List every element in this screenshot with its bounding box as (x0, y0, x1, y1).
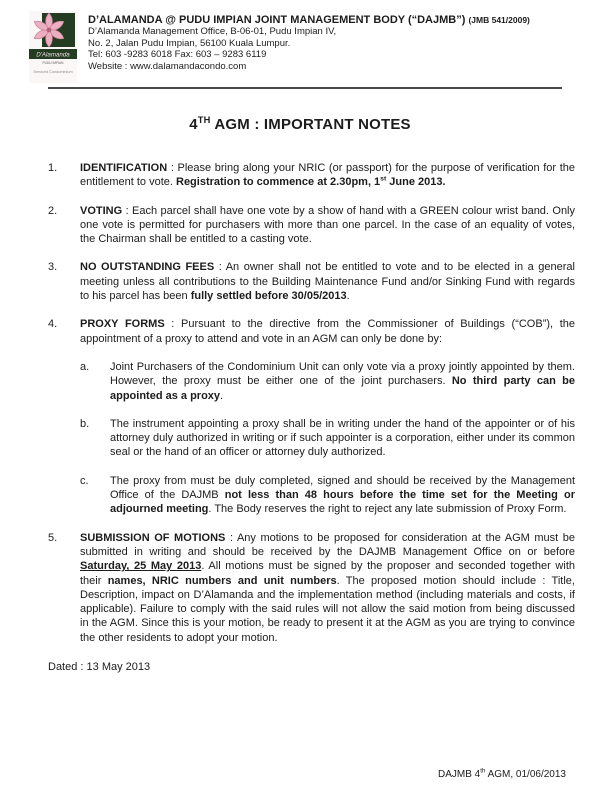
sub-item-letter: b. (80, 417, 90, 430)
logo-subtitle-text: PUDU IMPIAN (42, 61, 64, 65)
org-name (88, 14, 530, 26)
sub-item-a (80, 360, 575, 403)
item-text: NO OUTSTANDING FEES : An owner shall not be entitled to vote and to be elected in a general meeting unless all contributions to the Building Maintenance Fund and/or Sinking Fund with regards to his parcel has been fully settled before 30/05/2013. (80, 261, 575, 303)
list-item-identification (48, 161, 575, 190)
list-item-no-outstanding-fees (48, 260, 575, 303)
letterhead-text (88, 11, 530, 83)
sub-item-letter: c. (80, 474, 89, 487)
sub-item-text: The proxy from must be duly completed, signed and should be received by the Management Office of the DAJMB not less than 48 hours before the time set for the Meeting or adjourned meeting. The Body reserves the right to reject any late submission of Proxy Form. (110, 474, 575, 516)
address-line-2: No. 2, Jalan Pudu Impian, 56100 Kuala Lumpur. (88, 37, 291, 49)
list-item-submission-of-motions (48, 531, 575, 645)
org-registration-number: (JMB 541/2009) (468, 15, 530, 25)
item-number: 3. (48, 261, 58, 274)
item-text: SUBMISSION OF MOTIONS : Any motions to be proposed for consideration at the AGM must be submitted in writing and should be received by the DAJMB Management Office on or before Saturday, 25 May 2013. All motions must be signed by the proposer and seconded together with their names, NRIC numbers and unit numbers. The proposed motion should include : Title, Description, impact on D’Alamanda and the implementation method (including materials and costs, if applicable). Failure to comply with the said rules will not allow the said motion from being discussed in the AGM. Since this is your motion, be ready to present it at the AGM as you are trying to convince the other residents to adopt your motion. (80, 531, 575, 644)
page-title: 4TH AGM : IMPORTANT NOTES (189, 115, 411, 133)
sub-item-letter: a. (80, 360, 90, 373)
sub-item-text: The instrument appointing a proxy shall be in writing under the hand of the appointer or of his attorney duly authorized in writing or if such appointer is a corporation, either under its common seal or the hand of an officer or attorney duly authorized. (110, 417, 575, 459)
dalamanda-logo-icon (29, 11, 77, 83)
dated-line: Dated : 13 May 2013 (48, 661, 151, 674)
list-item-proxy-forms (48, 317, 575, 346)
item-number: 5. (48, 531, 58, 544)
item-number: 4. (48, 318, 58, 331)
sub-item-text: Joint Purchasers of the Condominium Unit can only vote via a proxy jointly appointed by them. However, the proxy must be either one of the joint purchasers. No third party can be appointed as a proxy. (110, 360, 575, 402)
sub-item-b (80, 417, 575, 460)
website-line: Website : www.dalamandacondo.com (88, 60, 247, 72)
footer-note: DAJMB 4th AGM, 01/06/2013 (437, 767, 566, 780)
item-text: PROXY FORMS : Pursuant to the directive from the Commissioner of Buildings (“COB”), the appointment of a proxy to attend and vote in an AGM can only be done by: (80, 318, 575, 345)
address-line-1: D’Alamanda Management Office, B-06-01, Pudu Impian IV, (88, 26, 337, 37)
org-name-main: D’ALAMANDA @ PUDU IMPIAN JOINT MANAGEMENT BODY (“DAJMB”) (88, 14, 469, 26)
item-text: VOTING : Each parcel shall have one vote by a show of hand with a GREEN colour wrist band. Only one vote is permitted for purchasers with more than one parcel. In the case of an equality of votes, the Chairman shall be entitled to a casting vote. (80, 204, 575, 246)
header-divider (48, 87, 562, 89)
sub-item-c (80, 474, 575, 517)
item-number: 2. (48, 204, 58, 217)
notes-list (48, 161, 575, 674)
logo-tagline-text: Serviced Condominium (33, 70, 73, 74)
logo-brand-text: D'Alamanda (36, 51, 70, 59)
item-text: IDENTIFICATION : Please bring along your NRIC (or passport) for the purpose of verification for the entitlement to vote. Registration to commence at 2.30pm, 1st June 2013. (80, 162, 575, 189)
contact-line: Tel: 603 -9283 6018 Fax: 603 – 9283 6119 (88, 49, 267, 60)
list-item-voting (48, 204, 575, 247)
item-number: 1. (48, 162, 58, 174)
letterhead (0, 0, 600, 83)
